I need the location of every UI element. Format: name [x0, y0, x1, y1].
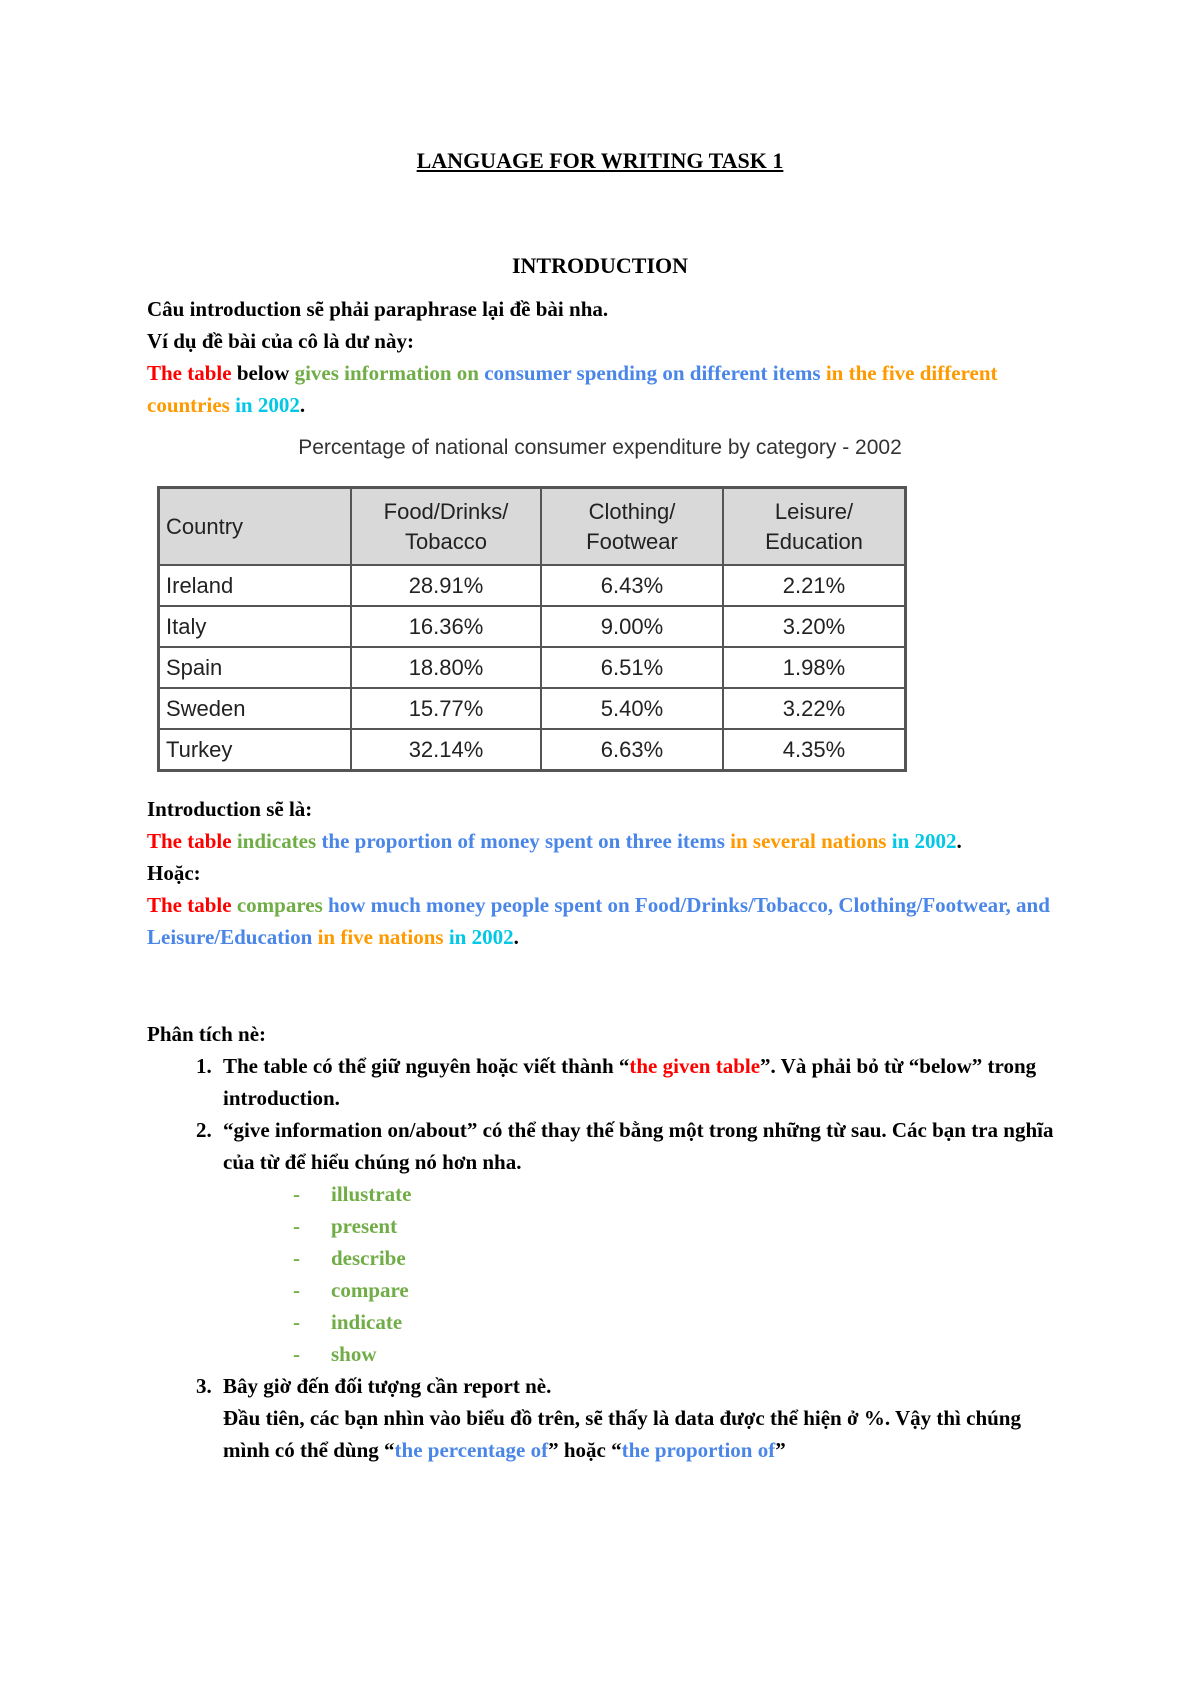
- analysis-label: Phân tích nè:: [147, 1022, 267, 1046]
- analysis-text: ”. Và phải bỏ từ “below” trong introduction.: [223, 1054, 1037, 1110]
- answer-sentence-1: [147, 825, 1067, 857]
- country-cell: Italy: [159, 606, 352, 647]
- header-line: Country: [166, 513, 244, 539]
- analysis-text: ”: [775, 1438, 786, 1462]
- synonym-item: - indicate: [293, 1306, 1067, 1338]
- phrase-time: in 2002: [448, 925, 514, 949]
- phrase-gives-info: gives information on: [294, 361, 485, 385]
- value-cell: 3.20%: [723, 606, 906, 647]
- synonym-item: - describe: [293, 1242, 1067, 1274]
- phrase-below: below: [231, 361, 295, 385]
- country-cell: Spain: [159, 647, 352, 688]
- table-row: [159, 688, 906, 729]
- phrase-period: .: [513, 925, 519, 949]
- analysis-item-1: [217, 1050, 1067, 1114]
- phrase-period: .: [299, 393, 306, 417]
- value-cell: 32.14%: [351, 729, 541, 771]
- value-cell: 6.51%: [541, 647, 723, 688]
- header-cell: [723, 488, 906, 566]
- phrase-time: in 2002: [235, 393, 300, 417]
- highlight-proportion: the proportion of: [621, 1438, 776, 1462]
- phrase-the-table: The table: [147, 893, 237, 917]
- phrase-place: in five nations: [317, 925, 449, 949]
- header-cell: [541, 488, 723, 566]
- highlight-given-table: the given table: [629, 1054, 761, 1078]
- answer-label: Introduction sẽ là:: [147, 797, 313, 821]
- highlight-percentage: the percentage of: [394, 1438, 549, 1462]
- phrase-object: the proportion of money spent on three items: [321, 829, 731, 853]
- analysis-list: [147, 1050, 1067, 1466]
- synonym-item: - present: [293, 1210, 1067, 1242]
- analysis-text: The table có thể giữ nguyên hoặc viết thành “: [223, 1054, 630, 1078]
- analysis-text: Đầu tiên, các bạn nhìn vào biểu đồ trên, sẽ thấy là data được thể hiện ở %. Vậy thì chúng mình có thể dùng “: [223, 1406, 1021, 1462]
- phrase-time: in 2002: [891, 829, 957, 853]
- intro-line: Câu introduction sẽ phải paraphrase lại đề bài nha.: [147, 297, 609, 321]
- header-line: Food/Drinks/: [383, 498, 509, 524]
- value-cell: 5.40%: [541, 688, 723, 729]
- prompt-sentence: [147, 357, 1067, 421]
- table-row: [159, 729, 906, 771]
- analysis-section: [147, 1018, 1067, 1466]
- analysis-text: ” hoặc “: [548, 1438, 622, 1462]
- table-row: [159, 606, 906, 647]
- value-cell: 15.77%: [351, 688, 541, 729]
- table-header-row: [159, 488, 906, 566]
- analysis-item-2: [217, 1114, 1067, 1370]
- value-cell: 4.35%: [723, 729, 906, 771]
- country-cell: Sweden: [159, 688, 352, 729]
- value-cell: 28.91%: [351, 565, 541, 606]
- phrase-place: in several nations: [730, 829, 892, 853]
- section-heading: INTRODUCTION: [511, 253, 689, 278]
- value-cell: 6.63%: [541, 729, 723, 771]
- header-line: Education: [765, 528, 863, 554]
- header-line: Footwear: [586, 528, 678, 554]
- value-cell: 9.00%: [541, 606, 723, 647]
- answers-section: [147, 793, 1067, 953]
- phrase-verb: compares: [236, 893, 329, 917]
- answer-sentence-2: [147, 889, 1067, 953]
- synonym-item: - compare: [293, 1274, 1067, 1306]
- header-line: Tobacco: [405, 528, 487, 554]
- expenditure-table: [157, 486, 907, 772]
- synonym-item: - illustrate: [293, 1178, 1067, 1210]
- phrase-period: .: [956, 829, 962, 853]
- value-cell: 1.98%: [723, 647, 906, 688]
- phrase-place: in the five different countries: [147, 361, 998, 417]
- table-caption: Percentage of national consumer expenditure by category - 2002: [298, 436, 902, 459]
- country-cell: Turkey: [159, 729, 352, 771]
- value-cell: 6.43%: [541, 565, 723, 606]
- intro-text: [147, 293, 1067, 421]
- phrase-the-table: The table: [147, 829, 237, 853]
- header-line: Clothing/: [588, 498, 676, 524]
- analysis-item-3: [217, 1370, 1067, 1466]
- header-cell: [351, 488, 541, 566]
- synonym-list: [223, 1178, 1067, 1370]
- value-cell: 18.80%: [351, 647, 541, 688]
- or-label: Hoặc:: [147, 861, 201, 885]
- country-cell: Ireland: [159, 565, 352, 606]
- phrase-object: how much money people spent on Food/Drinks/Tobacco, Clothing/Footwear, and Leisure/Education: [147, 893, 1050, 949]
- value-cell: 16.36%: [351, 606, 541, 647]
- header-cell: [159, 488, 352, 566]
- phrase-verb: indicates: [236, 829, 322, 853]
- table-row: [159, 647, 906, 688]
- analysis-text: “give information on/about” có thể thay thế bằng một trong những từ sau. Các bạn tra nghĩa của từ để hiểu chúng nó hơn nha.: [223, 1118, 1054, 1174]
- table-row: [159, 565, 906, 606]
- synonym-item: - show: [293, 1338, 1067, 1370]
- header-line: Leisure/: [774, 498, 854, 524]
- phrase-consumer: consumer spending on different items: [484, 361, 826, 385]
- analysis-text: Bây giờ đến đối tượng cần report nè.: [223, 1374, 552, 1398]
- phrase-the-table: The table: [147, 361, 232, 385]
- value-cell: 3.22%: [723, 688, 906, 729]
- page-title: LANGUAGE FOR WRITING TASK 1: [416, 148, 784, 173]
- value-cell: 2.21%: [723, 565, 906, 606]
- intro-line: Ví dụ đề bài của cô là dư này:: [147, 329, 414, 353]
